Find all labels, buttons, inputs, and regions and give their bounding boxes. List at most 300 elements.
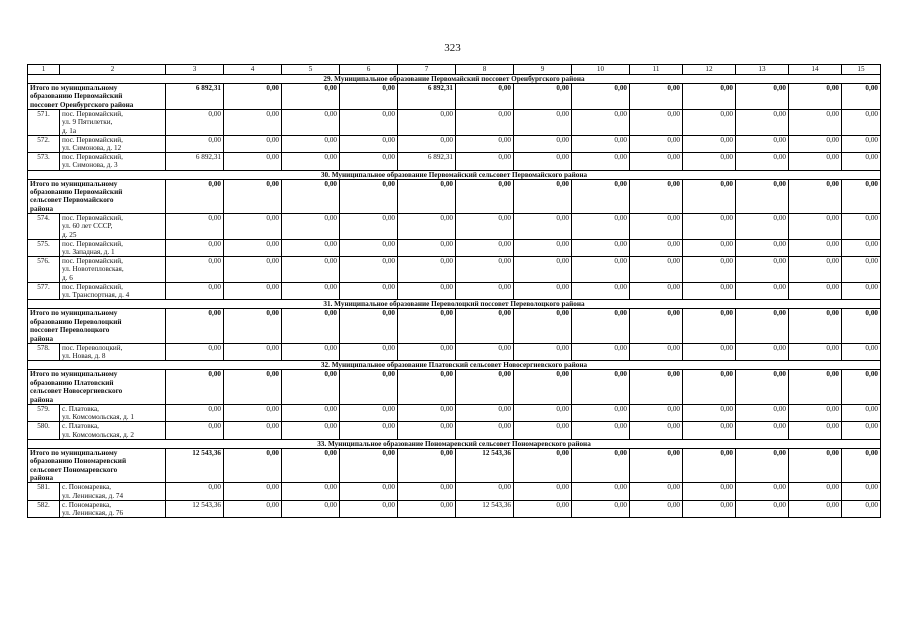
cell-line: образованию Первомайский xyxy=(30,92,123,101)
value-cell: 0,00 xyxy=(398,500,456,517)
cell-line: сельсовет Первомайского xyxy=(30,196,114,205)
value-cell: 0,00 xyxy=(282,422,340,439)
total-value-cell: 12 543,36 xyxy=(456,448,514,483)
total-value-cell: 0,00 xyxy=(514,84,572,110)
value-cell: 0,00 xyxy=(282,239,340,256)
value-cell: 0,00 xyxy=(736,404,789,421)
total-value-cell: 0,00 xyxy=(224,448,282,483)
value-cell: 0,00 xyxy=(630,483,683,500)
total-value-cell: 0,00 xyxy=(842,179,881,214)
value-cell: 0,00 xyxy=(736,343,789,360)
row-index: 582. xyxy=(28,500,60,517)
value-cell: 0,00 xyxy=(572,110,630,136)
value-cell: 0,00 xyxy=(224,239,282,256)
value-cell: 0,00 xyxy=(340,343,398,360)
row-index: 573. xyxy=(28,153,60,170)
value-cell: 0,00 xyxy=(683,422,736,439)
value-cell: 0,00 xyxy=(789,404,842,421)
row-address xyxy=(60,483,166,500)
value-cell: 0,00 xyxy=(456,257,514,283)
row-index: 576. xyxy=(28,257,60,283)
value-cell: 0,00 xyxy=(282,135,340,152)
cell-line: пос. Переволоцкий, xyxy=(62,343,123,352)
value-cell: 0,00 xyxy=(683,110,736,136)
total-value-cell: 0,00 xyxy=(683,370,736,405)
cell-line: ул. Комсомольская, д. 1 xyxy=(62,413,134,422)
value-cell: 0,00 xyxy=(842,422,881,439)
value-cell: 0,00 xyxy=(514,404,572,421)
value-cell: 0,00 xyxy=(683,404,736,421)
cell-line: ул. Комсомольская, д. 2 xyxy=(62,430,134,439)
total-label xyxy=(28,370,166,405)
value-cell: 0,00 xyxy=(842,214,881,240)
total-value-cell: 0,00 xyxy=(514,309,572,344)
row-address xyxy=(60,257,166,283)
value-cell: 0,00 xyxy=(340,135,398,152)
total-row xyxy=(28,84,881,110)
value-cell: 0,00 xyxy=(514,282,572,299)
value-cell: 0,00 xyxy=(572,214,630,240)
value-cell: 0,00 xyxy=(224,110,282,136)
column-number: 13 xyxy=(736,65,789,75)
total-value-cell: 0,00 xyxy=(736,448,789,483)
cell-line: с. Пономаревка, xyxy=(62,500,112,509)
cell-line: района xyxy=(30,204,54,213)
value-cell: 0,00 xyxy=(630,214,683,240)
cell-line: пос. Первомайский, xyxy=(62,110,123,119)
value-cell: 0,00 xyxy=(456,483,514,500)
cell-line: образованию Первомайский xyxy=(30,188,123,197)
value-cell: 0,00 xyxy=(224,153,282,170)
table-row xyxy=(28,135,881,152)
value-cell: 0,00 xyxy=(572,404,630,421)
data-table xyxy=(27,64,881,518)
total-value-cell: 0,00 xyxy=(166,309,224,344)
row-index: 580. xyxy=(28,422,60,439)
value-cell: 0,00 xyxy=(514,483,572,500)
value-cell: 0,00 xyxy=(572,135,630,152)
cell-line: пос. Первомайский, xyxy=(62,214,123,223)
cell-line: ул. 9 Пятилетки, xyxy=(62,118,113,127)
value-cell: 0,00 xyxy=(224,483,282,500)
value-cell: 0,00 xyxy=(736,500,789,517)
value-cell: 0,00 xyxy=(630,404,683,421)
total-value-cell: 0,00 xyxy=(789,309,842,344)
value-cell: 0,00 xyxy=(683,483,736,500)
value-cell: 0,00 xyxy=(683,257,736,283)
total-label xyxy=(28,309,166,344)
value-cell: 0,00 xyxy=(282,214,340,240)
page-number: 323 xyxy=(444,42,461,54)
section-header-row xyxy=(28,75,881,84)
total-value-cell: 0,00 xyxy=(789,448,842,483)
column-number: 15 xyxy=(842,65,881,75)
cell-line: сельсовет Пономаревского xyxy=(30,465,118,474)
value-cell: 0,00 xyxy=(398,483,456,500)
table-row xyxy=(28,500,881,517)
total-value-cell: 0,00 xyxy=(282,448,340,483)
column-number: 2 xyxy=(60,65,166,75)
value-cell: 0,00 xyxy=(398,110,456,136)
total-value-cell: 0,00 xyxy=(572,84,630,110)
row-address xyxy=(60,153,166,170)
cell-line: с. Платовка, xyxy=(62,404,99,413)
value-cell: 0,00 xyxy=(224,214,282,240)
value-cell: 0,00 xyxy=(630,282,683,299)
value-cell: 0,00 xyxy=(683,153,736,170)
total-value-cell: 6 892,31 xyxy=(166,84,224,110)
column-number: 10 xyxy=(572,65,630,75)
value-cell: 0,00 xyxy=(166,257,224,283)
column-number-row xyxy=(28,65,881,75)
value-cell: 0,00 xyxy=(842,135,881,152)
table-row xyxy=(28,343,881,360)
total-value-cell: 0,00 xyxy=(456,179,514,214)
cell-line: сельсовет Новосергиевского xyxy=(30,387,123,396)
table-row xyxy=(28,282,881,299)
cell-line: образованию Переволоцкий xyxy=(30,317,122,326)
row-index: 578. xyxy=(28,343,60,360)
total-value-cell: 0,00 xyxy=(282,84,340,110)
row-address xyxy=(60,239,166,256)
value-cell: 0,00 xyxy=(630,343,683,360)
total-value-cell: 0,00 xyxy=(398,179,456,214)
value-cell: 0,00 xyxy=(166,214,224,240)
cell-line: Итого по муниципальному xyxy=(30,84,118,92)
total-value-cell: 0,00 xyxy=(683,179,736,214)
value-cell: 0,00 xyxy=(683,239,736,256)
cell-line: ул. 60 лет СССР, xyxy=(62,222,113,231)
value-cell: 0,00 xyxy=(736,257,789,283)
value-cell: 0,00 xyxy=(456,404,514,421)
value-cell: 0,00 xyxy=(789,110,842,136)
value-cell: 0,00 xyxy=(842,343,881,360)
total-label xyxy=(28,84,166,110)
table-row xyxy=(28,214,881,240)
value-cell: 0,00 xyxy=(842,110,881,136)
total-value-cell: 0,00 xyxy=(630,448,683,483)
value-cell: 0,00 xyxy=(398,214,456,240)
total-value-cell: 0,00 xyxy=(166,179,224,214)
row-address xyxy=(60,404,166,421)
value-cell: 0,00 xyxy=(630,153,683,170)
cell-line: Итого по муниципальному xyxy=(30,309,118,318)
value-cell: 0,00 xyxy=(514,422,572,439)
value-cell: 12 543,36 xyxy=(456,500,514,517)
cell-line: ул. Симонова, д. 12 xyxy=(62,144,122,153)
cell-line: д. 6 xyxy=(62,273,73,282)
value-cell: 0,00 xyxy=(340,110,398,136)
total-value-cell: 0,00 xyxy=(789,179,842,214)
cell-line: района xyxy=(30,334,54,343)
total-value-cell: 0,00 xyxy=(166,370,224,405)
value-cell: 0,00 xyxy=(736,282,789,299)
table-row xyxy=(28,153,881,170)
value-cell: 0,00 xyxy=(683,214,736,240)
column-number: 11 xyxy=(630,65,683,75)
value-cell: 0,00 xyxy=(398,239,456,256)
value-cell: 0,00 xyxy=(514,135,572,152)
cell-line: поссовет Переволоцкого xyxy=(30,326,110,335)
total-value-cell: 0,00 xyxy=(789,84,842,110)
table-row xyxy=(28,404,881,421)
value-cell: 0,00 xyxy=(842,153,881,170)
value-cell: 0,00 xyxy=(789,500,842,517)
total-value-cell: 0,00 xyxy=(736,179,789,214)
value-cell: 0,00 xyxy=(166,404,224,421)
row-address xyxy=(60,500,166,517)
column-number: 4 xyxy=(224,65,282,75)
value-cell: 0,00 xyxy=(340,214,398,240)
value-cell: 0,00 xyxy=(340,153,398,170)
cell-line: ул. Ленинская, д. 76 xyxy=(62,509,124,517)
cell-line: района xyxy=(30,473,54,482)
total-value-cell: 0,00 xyxy=(224,309,282,344)
value-cell: 0,00 xyxy=(398,422,456,439)
value-cell: 0,00 xyxy=(456,343,514,360)
value-cell: 0,00 xyxy=(456,282,514,299)
value-cell: 0,00 xyxy=(166,135,224,152)
cell-line: ул. Ленинская, д. 74 xyxy=(62,491,124,500)
total-value-cell: 0,00 xyxy=(572,179,630,214)
column-number: 9 xyxy=(514,65,572,75)
value-cell: 0,00 xyxy=(572,239,630,256)
value-cell: 0,00 xyxy=(514,239,572,256)
value-cell: 0,00 xyxy=(398,282,456,299)
total-value-cell: 0,00 xyxy=(736,309,789,344)
cell-line: Итого по муниципальному xyxy=(30,179,118,188)
cell-line: образованию Пономаревский xyxy=(30,457,127,466)
value-cell: 0,00 xyxy=(398,343,456,360)
cell-line: ул. Западная, д. 1 xyxy=(62,248,115,257)
cell-line: пос. Первомайский, xyxy=(62,153,123,162)
table-row xyxy=(28,483,881,500)
total-value-cell: 0,00 xyxy=(572,448,630,483)
table-row xyxy=(28,257,881,283)
total-value-cell: 0,00 xyxy=(340,448,398,483)
value-cell: 0,00 xyxy=(736,483,789,500)
row-address xyxy=(60,282,166,299)
value-cell: 0,00 xyxy=(683,500,736,517)
total-row xyxy=(28,448,881,483)
value-cell: 0,00 xyxy=(572,500,630,517)
value-cell: 0,00 xyxy=(736,135,789,152)
cell-line: Итого по муниципальному xyxy=(30,370,118,379)
row-address xyxy=(60,343,166,360)
total-value-cell: 0,00 xyxy=(224,179,282,214)
row-address xyxy=(60,214,166,240)
value-cell: 0,00 xyxy=(456,214,514,240)
total-value-cell: 0,00 xyxy=(340,309,398,344)
value-cell: 0,00 xyxy=(282,257,340,283)
cell-line: ул. Новая, д. 8 xyxy=(62,352,106,361)
total-value-cell: 0,00 xyxy=(340,84,398,110)
value-cell: 0,00 xyxy=(282,343,340,360)
cell-line: с. Пономаревка, xyxy=(62,483,112,492)
total-value-cell: 0,00 xyxy=(456,84,514,110)
total-value-cell: 0,00 xyxy=(683,448,736,483)
table-row xyxy=(28,110,881,136)
value-cell: 0,00 xyxy=(514,214,572,240)
value-cell: 0,00 xyxy=(166,239,224,256)
value-cell: 0,00 xyxy=(572,422,630,439)
section-title: 29. Муниципальное образование Первомайский поссовет Оренбургского района xyxy=(28,75,881,84)
value-cell: 0,00 xyxy=(398,257,456,283)
total-value-cell: 0,00 xyxy=(789,370,842,405)
column-number: 7 xyxy=(398,65,456,75)
cell-line: образованию Платовский xyxy=(30,378,114,387)
value-cell: 0,00 xyxy=(166,483,224,500)
total-value-cell: 0,00 xyxy=(514,370,572,405)
cell-line: с. Платовка, xyxy=(62,422,99,431)
value-cell: 0,00 xyxy=(630,110,683,136)
cell-line: пос. Первомайский, xyxy=(62,257,123,266)
value-cell: 0,00 xyxy=(456,110,514,136)
total-value-cell: 0,00 xyxy=(736,370,789,405)
cell-line: пос. Первомайский, xyxy=(62,135,123,144)
value-cell: 0,00 xyxy=(789,135,842,152)
row-index: 571. xyxy=(28,110,60,136)
total-value-cell: 0,00 xyxy=(842,309,881,344)
total-value-cell: 0,00 xyxy=(398,370,456,405)
value-cell: 0,00 xyxy=(842,483,881,500)
value-cell: 0,00 xyxy=(736,153,789,170)
value-cell: 0,00 xyxy=(456,422,514,439)
value-cell: 0,00 xyxy=(166,110,224,136)
section-title: 30. Муниципальное образование Первомайский сельсовет Первомайского района xyxy=(28,170,881,179)
column-number: 8 xyxy=(456,65,514,75)
row-index: 575. xyxy=(28,239,60,256)
value-cell: 0,00 xyxy=(340,404,398,421)
column-number: 12 xyxy=(683,65,736,75)
value-cell: 0,00 xyxy=(842,404,881,421)
row-index: 581. xyxy=(28,483,60,500)
value-cell: 12 543,36 xyxy=(166,500,224,517)
row-index: 574. xyxy=(28,214,60,240)
row-index: 577. xyxy=(28,282,60,299)
total-value-cell: 0,00 xyxy=(630,179,683,214)
value-cell: 0,00 xyxy=(789,153,842,170)
value-cell: 0,00 xyxy=(224,135,282,152)
row-index: 579. xyxy=(28,404,60,421)
total-value-cell: 0,00 xyxy=(514,448,572,483)
cell-line: ул. Новотепловская, xyxy=(62,265,124,274)
value-cell: 0,00 xyxy=(166,343,224,360)
value-cell: 0,00 xyxy=(842,500,881,517)
row-address xyxy=(60,422,166,439)
cell-line: ул. Транспортная, д. 4 xyxy=(62,291,130,300)
total-value-cell: 0,00 xyxy=(282,179,340,214)
value-cell: 0,00 xyxy=(514,257,572,283)
total-label xyxy=(28,179,166,214)
cell-line: района xyxy=(30,395,54,404)
section-header-row xyxy=(28,300,881,309)
value-cell: 0,00 xyxy=(224,422,282,439)
value-cell: 0,00 xyxy=(630,500,683,517)
value-cell: 0,00 xyxy=(789,422,842,439)
total-value-cell: 0,00 xyxy=(683,84,736,110)
cell-line: Итого по муниципальному xyxy=(30,448,118,457)
value-cell: 0,00 xyxy=(340,483,398,500)
value-cell: 0,00 xyxy=(789,483,842,500)
total-row xyxy=(28,179,881,214)
value-cell: 0,00 xyxy=(572,282,630,299)
section-title: 31. Муниципальное образование Переволоцкий поссовет Переволоцкого района xyxy=(28,300,881,309)
value-cell: 0,00 xyxy=(630,135,683,152)
value-cell: 0,00 xyxy=(630,257,683,283)
total-value-cell: 0,00 xyxy=(842,370,881,405)
value-cell: 0,00 xyxy=(340,239,398,256)
value-cell: 0,00 xyxy=(736,422,789,439)
total-value-cell: 0,00 xyxy=(398,448,456,483)
section-header-row xyxy=(28,361,881,370)
value-cell: 0,00 xyxy=(789,282,842,299)
column-number: 5 xyxy=(282,65,340,75)
value-cell: 0,00 xyxy=(789,257,842,283)
section-title: 33. Муниципальное образование Пономаревский сельсовет Пономаревского района xyxy=(28,439,881,448)
value-cell: 0,00 xyxy=(224,343,282,360)
value-cell: 0,00 xyxy=(842,239,881,256)
value-cell: 0,00 xyxy=(398,404,456,421)
value-cell: 0,00 xyxy=(736,239,789,256)
section-header-row xyxy=(28,170,881,179)
section-title: 32. Муниципальное образование Платовский сельсовет Новосергиевского района xyxy=(28,361,881,370)
value-cell: 0,00 xyxy=(456,135,514,152)
total-row xyxy=(28,370,881,405)
value-cell: 0,00 xyxy=(514,110,572,136)
row-address xyxy=(60,110,166,136)
cell-line: пос. Первомайский, xyxy=(62,282,123,291)
column-number: 1 xyxy=(28,65,60,75)
value-cell: 0,00 xyxy=(282,500,340,517)
value-cell: 0,00 xyxy=(630,239,683,256)
value-cell: 6 892,31 xyxy=(166,153,224,170)
column-number: 6 xyxy=(340,65,398,75)
total-value-cell: 0,00 xyxy=(456,309,514,344)
total-value-cell: 0,00 xyxy=(630,370,683,405)
row-index: 572. xyxy=(28,135,60,152)
table-row xyxy=(28,422,881,439)
cell-line: пос. Первомайский, xyxy=(62,239,123,248)
value-cell: 0,00 xyxy=(572,343,630,360)
total-value-cell: 0,00 xyxy=(340,370,398,405)
total-value-cell: 0,00 xyxy=(456,370,514,405)
value-cell: 0,00 xyxy=(224,282,282,299)
value-cell: 0,00 xyxy=(398,135,456,152)
total-value-cell: 0,00 xyxy=(224,370,282,405)
total-value-cell: 0,00 xyxy=(282,370,340,405)
value-cell: 0,00 xyxy=(224,500,282,517)
value-cell: 0,00 xyxy=(456,239,514,256)
value-cell: 0,00 xyxy=(630,422,683,439)
value-cell: 6 892,31 xyxy=(398,153,456,170)
value-cell: 0,00 xyxy=(789,239,842,256)
value-cell: 0,00 xyxy=(736,110,789,136)
value-cell: 0,00 xyxy=(166,282,224,299)
total-value-cell: 0,00 xyxy=(842,448,881,483)
value-cell: 0,00 xyxy=(789,343,842,360)
value-cell: 0,00 xyxy=(340,422,398,439)
column-number: 14 xyxy=(789,65,842,75)
value-cell: 0,00 xyxy=(514,500,572,517)
total-value-cell: 12 543,36 xyxy=(166,448,224,483)
cell-line: д. 1а xyxy=(62,126,77,135)
total-value-cell: 0,00 xyxy=(630,84,683,110)
total-value-cell: 6 892,31 xyxy=(398,84,456,110)
value-cell: 0,00 xyxy=(224,404,282,421)
total-value-cell: 0,00 xyxy=(630,309,683,344)
cell-line: ул. Симонова, д. 3 xyxy=(62,161,118,170)
